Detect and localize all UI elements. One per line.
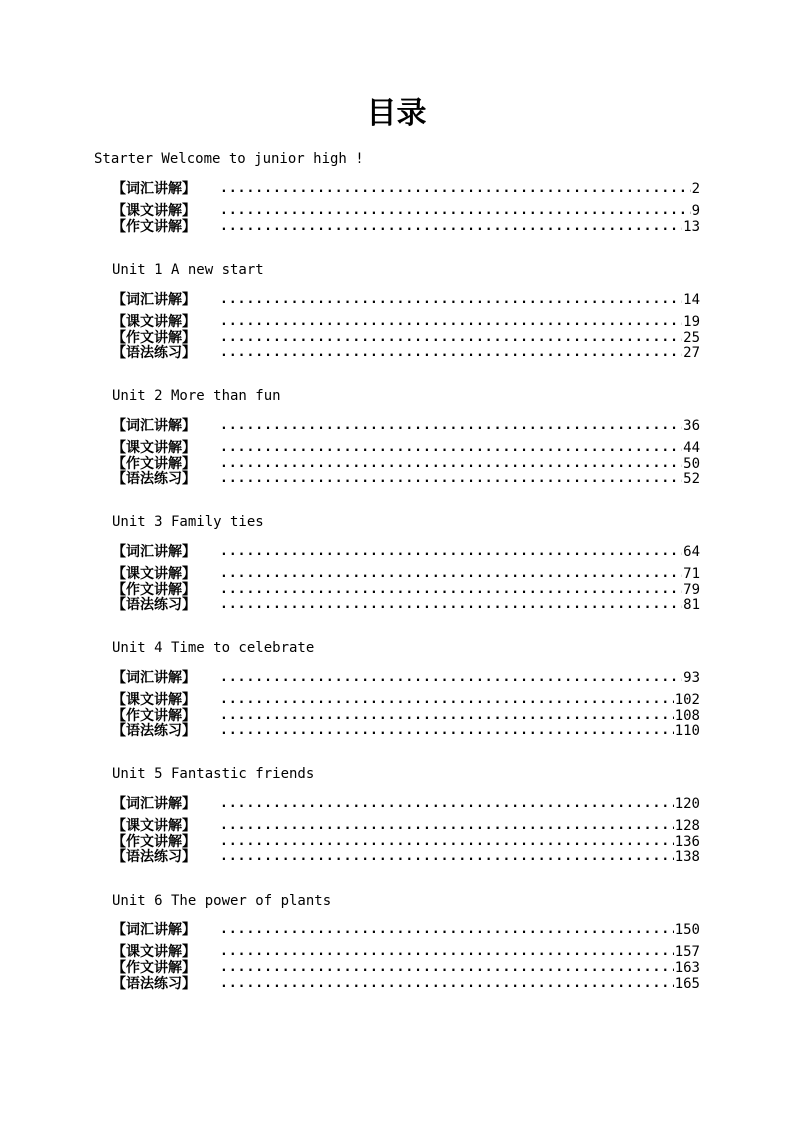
- section-heading[interactable]: Unit 4 Time to celebrate: [112, 640, 315, 656]
- entry-label: 【课文讲解】: [112, 818, 196, 834]
- entry-label: 【课文讲解】: [112, 314, 196, 330]
- entry-label: 【词汇讲解】: [112, 181, 196, 197]
- dot-leader: [220, 203, 691, 219]
- page-number: 14: [683, 292, 700, 308]
- entry-label: 【课文讲解】: [112, 440, 196, 456]
- entry-label: 【词汇讲解】: [112, 670, 196, 686]
- page-number: 81: [683, 597, 700, 613]
- toc-entry[interactable]: [112, 944, 700, 960]
- section-heading[interactable]: Unit 2 More than fun: [112, 388, 281, 404]
- entry-label: 【作文讲解】: [112, 708, 196, 724]
- toc-entry[interactable]: [112, 314, 700, 330]
- page-number: 110: [674, 723, 700, 739]
- page-number: 163: [674, 960, 700, 976]
- dot-leader: [220, 796, 674, 812]
- entry-label: 【语法练习】: [112, 976, 196, 992]
- dot-leader: [220, 708, 674, 724]
- dot-leader: [220, 670, 682, 686]
- toc-entry[interactable]: [112, 834, 700, 850]
- toc-entry[interactable]: [112, 219, 700, 235]
- page-number: 71: [683, 566, 700, 582]
- entry-label: 【作文讲解】: [112, 960, 196, 976]
- page-number: 150: [674, 922, 700, 938]
- toc-entry[interactable]: [112, 418, 700, 434]
- entry-label: 【课文讲解】: [112, 566, 196, 582]
- toc-entry[interactable]: [112, 818, 700, 834]
- toc-entry[interactable]: [112, 796, 700, 812]
- dot-leader: [220, 314, 682, 330]
- entry-label: 【课文讲解】: [112, 944, 196, 960]
- toc-entry[interactable]: [112, 960, 700, 976]
- page-number: 50: [683, 456, 700, 472]
- page-number: 36: [683, 418, 700, 434]
- page-number: 9: [691, 203, 700, 219]
- toc-entry[interactable]: [112, 922, 700, 938]
- page-number: 157: [674, 944, 700, 960]
- toc-entry[interactable]: [112, 976, 700, 992]
- section-heading[interactable]: Unit 1 A new start: [112, 262, 264, 278]
- page-number: 52: [683, 471, 700, 487]
- entry-label: 【作文讲解】: [112, 456, 196, 472]
- dot-leader: [220, 849, 674, 865]
- page-title: 目录: [366, 96, 427, 131]
- dot-leader: [220, 219, 682, 235]
- page-number: 13: [683, 219, 700, 235]
- entry-label: 【语法练习】: [112, 345, 196, 361]
- entry-label: 【作文讲解】: [112, 219, 196, 235]
- dot-leader: [220, 440, 682, 456]
- dot-leader: [220, 345, 682, 361]
- entry-label: 【词汇讲解】: [112, 922, 196, 938]
- entry-label: 【作文讲解】: [112, 330, 196, 346]
- page-number: 120: [674, 796, 700, 812]
- page-number: 25: [683, 330, 700, 346]
- entry-label: 【作文讲解】: [112, 582, 196, 598]
- toc-entry[interactable]: [112, 566, 700, 582]
- dot-leader: [220, 976, 674, 992]
- dot-leader: [220, 692, 674, 708]
- entry-label: 【词汇讲解】: [112, 418, 196, 434]
- page-number: 64: [683, 544, 700, 560]
- dot-leader: [220, 566, 682, 582]
- page-number: 2: [691, 181, 700, 197]
- toc-entry[interactable]: [112, 456, 700, 472]
- entry-label: 【课文讲解】: [112, 692, 196, 708]
- entry-label: 【语法练习】: [112, 471, 196, 487]
- toc-entry[interactable]: [112, 670, 700, 686]
- dot-leader: [220, 292, 682, 308]
- section-heading[interactable]: Unit 5 Fantastic friends: [112, 766, 315, 782]
- entry-label: 【语法练习】: [112, 849, 196, 865]
- entry-label: 【语法练习】: [112, 597, 196, 613]
- entry-label: 【语法练习】: [112, 723, 196, 739]
- page-number: 79: [683, 582, 700, 598]
- page-number: 165: [674, 976, 700, 992]
- dot-leader: [220, 582, 682, 598]
- toc-entry[interactable]: [112, 692, 700, 708]
- entry-label: 【词汇讲解】: [112, 292, 196, 308]
- toc-entry[interactable]: [112, 708, 700, 724]
- toc-entry[interactable]: [112, 292, 700, 308]
- page-number: 138: [674, 849, 700, 865]
- entry-label: 【词汇讲解】: [112, 544, 196, 560]
- toc-entry[interactable]: [112, 582, 700, 598]
- dot-leader: [220, 181, 691, 197]
- toc-entry[interactable]: [112, 849, 700, 865]
- entry-label: 【词汇讲解】: [112, 796, 196, 812]
- page-number: 136: [674, 834, 700, 850]
- dot-leader: [220, 330, 682, 346]
- page-number: 93: [683, 670, 700, 686]
- toc-entry[interactable]: [112, 597, 700, 613]
- page-number: 102: [674, 692, 700, 708]
- toc-entry[interactable]: [112, 203, 700, 219]
- dot-leader: [220, 456, 682, 472]
- dot-leader: [220, 471, 682, 487]
- page-number: 128: [674, 818, 700, 834]
- toc-entry[interactable]: [112, 345, 700, 361]
- toc-entry[interactable]: [112, 471, 700, 487]
- toc-entry[interactable]: [112, 723, 700, 739]
- entry-label: 【作文讲解】: [112, 834, 196, 850]
- page-number: 44: [683, 440, 700, 456]
- dot-leader: [220, 944, 674, 960]
- section-heading[interactable]: Unit 3 Family ties: [112, 514, 264, 530]
- toc-entry[interactable]: [112, 181, 700, 197]
- dot-leader: [220, 818, 674, 834]
- dot-leader: [220, 834, 674, 850]
- entry-label: 【课文讲解】: [112, 203, 196, 219]
- dot-leader: [220, 544, 682, 560]
- toc-entry[interactable]: [112, 544, 700, 560]
- dot-leader: [220, 597, 682, 613]
- dot-leader: [220, 723, 674, 739]
- dot-leader: [220, 418, 682, 434]
- page-number: 27: [683, 345, 700, 361]
- section-heading[interactable]: Starter Welcome to junior high !: [94, 151, 364, 167]
- section-heading[interactable]: Unit 6 The power of plants: [112, 893, 332, 909]
- page-number: 19: [683, 314, 700, 330]
- toc-entry[interactable]: [112, 440, 700, 456]
- page-number: 108: [674, 708, 700, 724]
- dot-leader: [220, 922, 674, 938]
- dot-leader: [220, 960, 674, 976]
- toc-entry[interactable]: [112, 330, 700, 346]
